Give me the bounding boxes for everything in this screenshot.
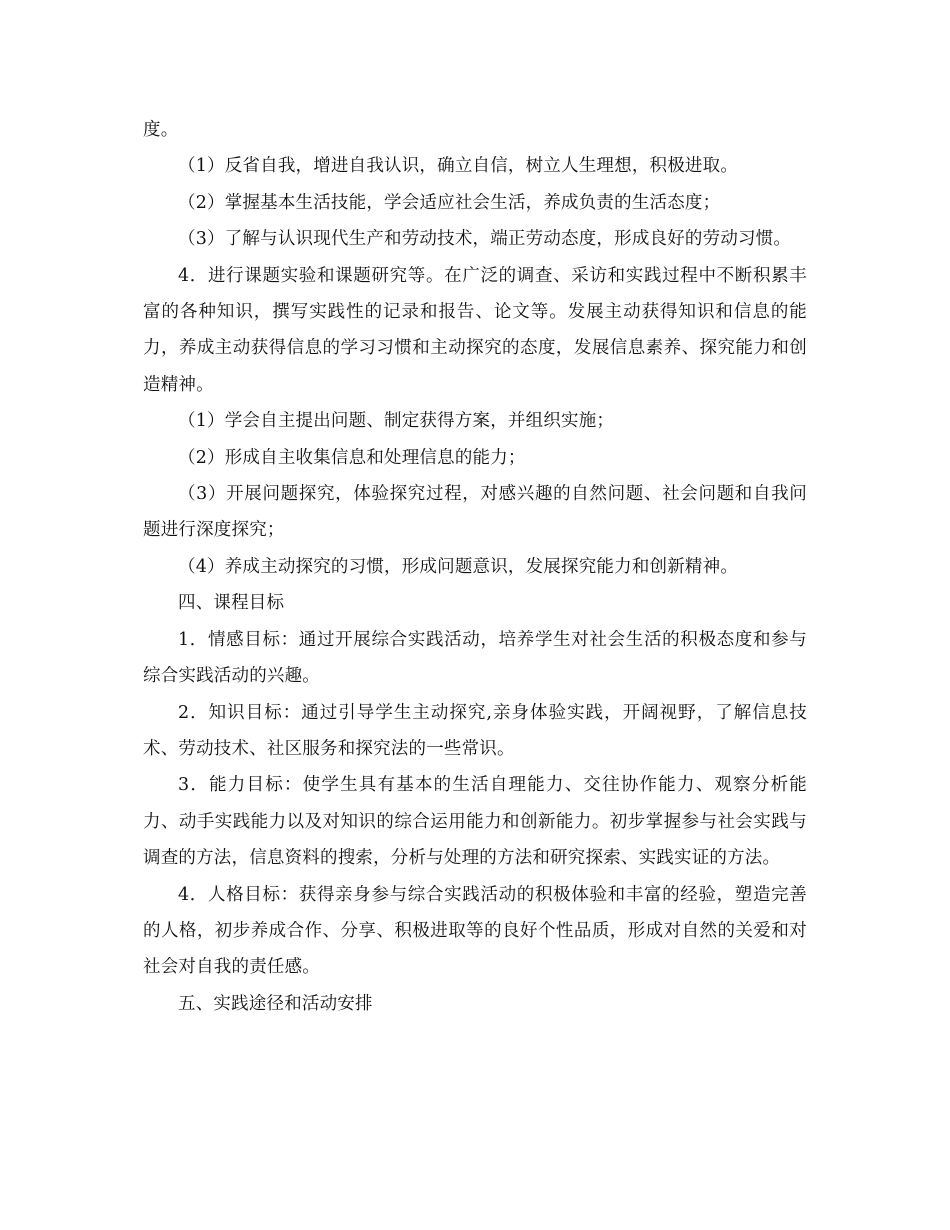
paragraph-item-1-self-reflection: （1）反省自我，增进自我认识，确立自信，树立人生理想，积极进取。 xyxy=(178,156,739,177)
paragraph-goal-personality: 4．人格目标：获得亲身参与综合实践活动的积极体验和丰富的经验，塑造完善的人格，初步养成合作、分享、积极进取等的良好个性品质，形成对自然的关爱和对社会对自我的责任感。 xyxy=(143,884,807,978)
paragraph-goal-knowledge: 2．知识目标：通过引导学生主动探究,亲身体验实践，开阔视野，了解信息技术、劳动技术、社区服务和探究法的一些常识。 xyxy=(143,702,807,759)
paragraph-goal-ability: 3．能力目标：使学生具有基本的生活自理能力、交往协作能力、观察分析能力、动手实践能力以及对知识的综合运用能力和创新能力。初步掌握参与社会实践与调查的方法，信息资料的搜索，分析与处理的方法和研究探索、实践实证的方法。 xyxy=(143,775,807,869)
paragraph-goal-emotion: 1．情感目标：通过开展综合实践活动，培养学生对社会生活的积极态度和参与综合实践活动的兴趣。 xyxy=(143,629,807,687)
paragraph-item-2-life-skills: （2）掌握基本生活技能，学会适应社会生活，养成负责的生活态度； xyxy=(178,192,721,213)
section-heading-course-goals: 四、课程目标 xyxy=(178,593,285,614)
paragraph-item-3-inquiry: （3）开展问题探究，体验探究过程，对感兴趣的自然问题、社会问题和自我问题进行深度探究； xyxy=(143,484,807,541)
paragraph-item-4-inquiry-habit: （4）养成主动探究的习惯，形成问题意识，发展探究能力和创新精神。 xyxy=(178,556,739,577)
paragraph-item-3-labor-skills: （3）了解与认识现代生产和劳动技术，端正劳动态度，形成良好的劳动习惯。 xyxy=(178,229,792,250)
paragraph-item-2-collect-information: （2）形成自主收集信息和处理信息的能力； xyxy=(178,447,526,468)
document-body xyxy=(143,112,807,1022)
paragraph-continuation: 度。 xyxy=(143,120,179,140)
section-heading-practice-arrangement: 五、实践途径和活动安排 xyxy=(178,993,373,1014)
paragraph-section-4-research: 4．进行课题实验和课题研究等。在广泛的调查、采访和实践过程中不断积累丰富的各种知识，撰写实践性的记录和报告、论文等。发展主动获得知识和信息的能力，养成主动获得信息的学习习惯和主动探究的态度，发展信息素养、探究能力和创造精神。 xyxy=(143,265,807,395)
paragraph-item-1-raise-questions: （1）学会自主提出问题、制定获得方案，并组织实施； xyxy=(178,411,615,432)
